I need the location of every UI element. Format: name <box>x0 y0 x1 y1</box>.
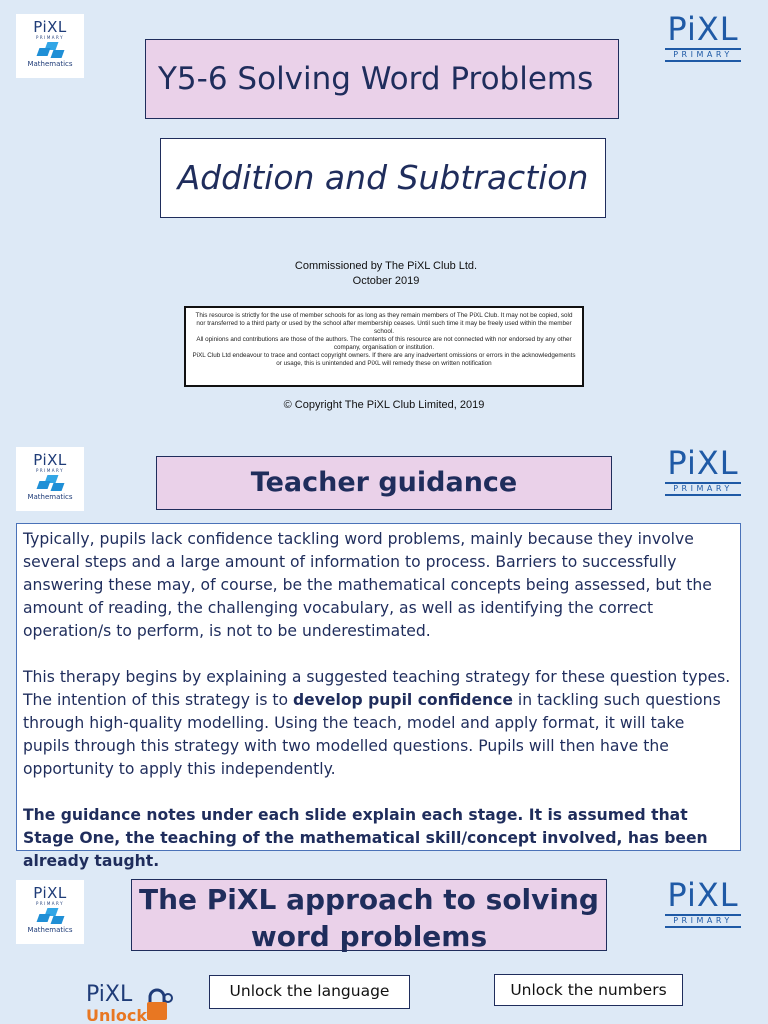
guidance-text-box <box>16 523 741 870</box>
logo-caption: Mathematics <box>27 926 73 934</box>
copyright-text: © Copyright The PiXL Club Limited, 2019 <box>283 399 485 411</box>
teacher-guidance-heading: Teacher guidance <box>156 456 612 510</box>
disclaimer-line: PiXL Club Ltd endeavour to trace and contact copyright owners. If there are any inadvertent omissions or errors in the acknowledgements or usage, this is unintended and PiXL will remedy these on written notification <box>192 352 576 367</box>
commissioned-text: Commissioned by The PiXL Club Ltd. <box>294 260 478 272</box>
pixl-primary-logo <box>665 878 741 928</box>
pixl-approach-heading: The PiXL approach to solving word problems <box>131 879 607 951</box>
guidance-paragraph-1: Typically, pupils lack confidence tackling word problems, mainly because they involve several steps and a large amount of information to process. Barriers to successfully answering these may, of course, be the mathematical concepts being assessed, but the amount of reading, the challenging vocabulary, as well as identifying the correct operation/s to perform, is not to be underestimated. <box>23 530 712 640</box>
logo-subtitle: PRIMARY <box>665 48 741 62</box>
cubes-icon <box>32 40 68 60</box>
pixl-primary-maths-logo <box>16 880 84 944</box>
logo-caption: Mathematics <box>27 60 73 68</box>
logo-wordmark: PiXL <box>86 982 133 1007</box>
slide-title: Y5-6 Solving Word Problems <box>145 39 619 119</box>
pixl-primary-logo <box>665 446 741 496</box>
logo-wordmark: PiXL <box>33 884 67 902</box>
disclaimer-box <box>184 306 584 387</box>
date-text: October 2019 <box>352 275 420 287</box>
unlock-language-button[interactable]: Unlock the language <box>209 975 410 1009</box>
guidance-paragraph-2 <box>23 666 734 781</box>
cubes-icon <box>32 906 68 926</box>
pixl-unlock-logo <box>86 982 186 1024</box>
unlock-numbers-button[interactable]: Unlock the numbers <box>494 974 683 1006</box>
guidance-emphasis: develop pupil confidence <box>293 691 513 709</box>
guidance-emphasis: The guidance notes under each slide explain each stage. It is assumed that Stage One, the teaching of the mathematical skill/concept involved, has been already taught. <box>23 806 708 870</box>
logo-wordmark: PiXL <box>667 876 739 914</box>
logo-wordmark: PiXL <box>33 451 67 469</box>
logo-subtitle: PRIMARY <box>665 482 741 496</box>
logo-subtitle: PRIMARY <box>665 914 741 928</box>
padlock-key-icon <box>144 988 174 1022</box>
guidance-paragraph-3 <box>23 804 734 873</box>
logo-caption: Mathematics <box>27 493 73 501</box>
slide-subtitle: Addition and Subtraction <box>160 138 606 218</box>
disclaimer-line: All opinions and contributions are those of the authors. The contents of this resource are not connected with nor endorsed by any other company, organisation or institution. <box>196 336 572 351</box>
commission-info <box>236 259 536 289</box>
logo-wordmark: PiXL <box>667 10 739 48</box>
guidance-text: in tackling such questions through high-quality modelling. Using the teach, model and apply format, it will take pupils through this strategy with two modelled questions. Pupils will then have the opportunity to apply this independently. <box>23 691 721 778</box>
logo-subtitle: PRIMARY <box>35 901 65 906</box>
pixl-primary-maths-logo <box>16 447 84 511</box>
pixl-primary-maths-logo <box>16 14 84 78</box>
logo-wordmark: PiXL <box>667 444 739 482</box>
guidance-text: This therapy begins by explaining a suggested teaching strategy for these question types. The intention of this strategy is to <box>23 668 731 709</box>
logo-subtitle: PRIMARY <box>35 35 65 40</box>
pixl-primary-logo <box>665 12 741 62</box>
logo-subtitle: Unlock <box>86 1006 147 1024</box>
disclaimer-line: This resource is strictly for the use of member schools for as long as they remain members of The PiXL Club. It may not be copied, sold nor transferred to a third party or used by the school after membership ceases. Until such time it may be freely used within the member school. <box>195 312 573 335</box>
logo-subtitle: PRIMARY <box>35 468 65 473</box>
logo-wordmark: PiXL <box>33 18 67 36</box>
cubes-icon <box>32 473 68 493</box>
